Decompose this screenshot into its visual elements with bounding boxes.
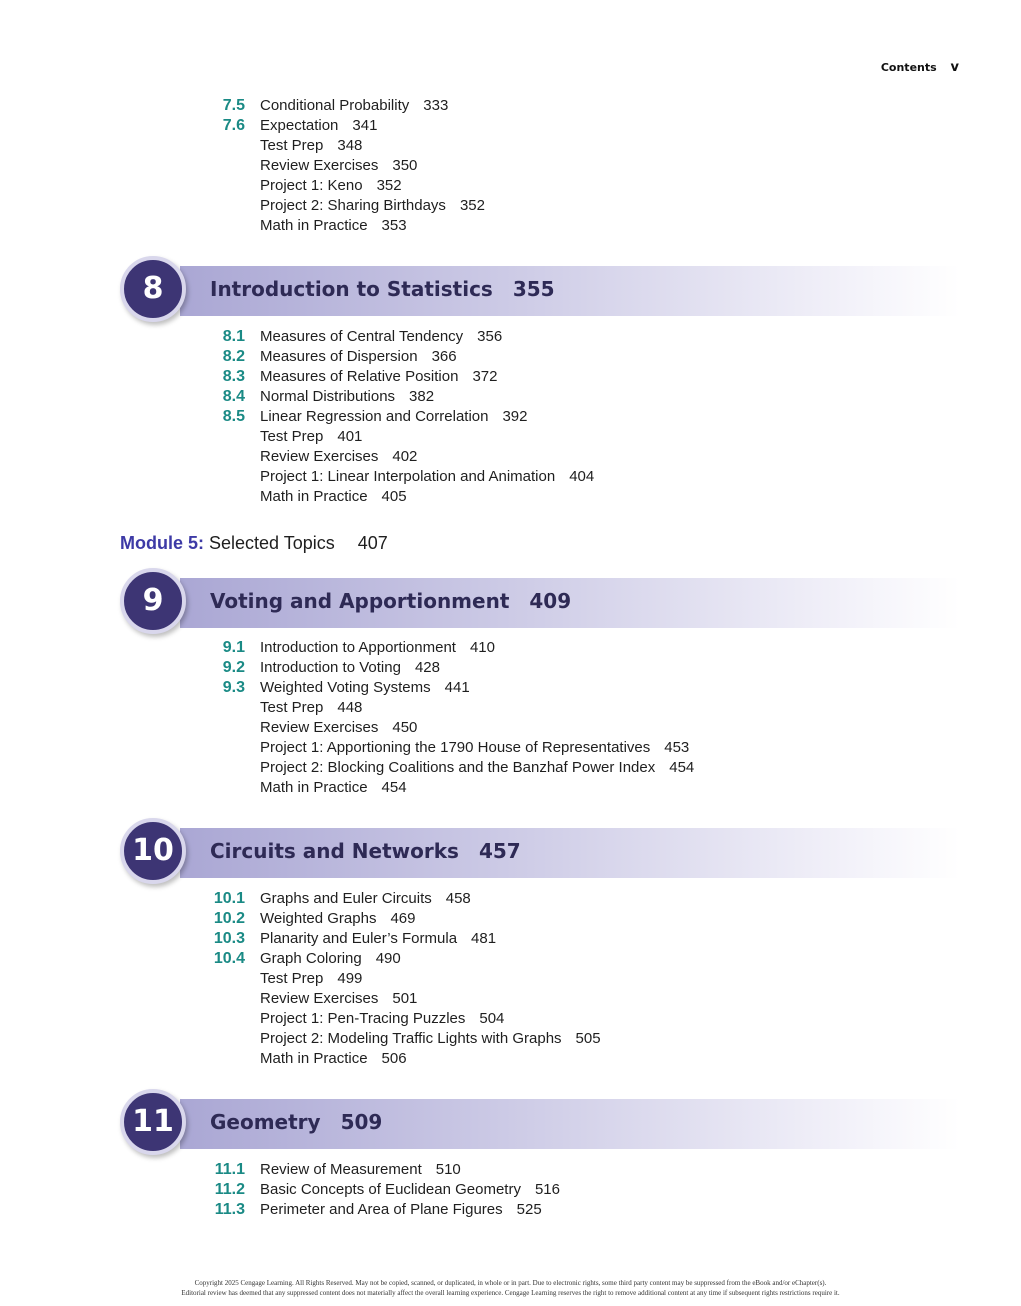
- running-header: [881, 60, 959, 75]
- chapter-title: Circuits and Networks: [210, 839, 459, 863]
- chapter-number-badge: 8: [120, 256, 186, 322]
- entry-title: Expectation: [260, 117, 339, 134]
- footer-line-1: Copyright 2025 Cengage Learning. All Rights Reserved. May not be copied, scanned, or duplicated, in whole or in part. Due to electronic rights, some third party content may be suppressed from the eBook and/or eChapter(s).: [194, 1279, 827, 1287]
- section-number: 10.3: [213, 930, 245, 947]
- entry-page: 501: [392, 990, 418, 1007]
- entry-title: Weighted Voting Systems: [260, 679, 431, 696]
- section-number: 9.3: [222, 679, 245, 696]
- section-number: 8.4: [222, 388, 245, 405]
- entry-text: [260, 427, 362, 447]
- section-number: 8.5: [222, 408, 245, 425]
- chapter-heading[interactable]: [120, 818, 960, 888]
- entry-title: Project 2: Modeling Traffic Lights with Graphs: [260, 1030, 562, 1047]
- entry-page: 348: [337, 137, 363, 154]
- entry-title: Conditional Probability: [260, 97, 410, 114]
- chapter-title-line: [210, 277, 555, 301]
- entry-title: Review Exercises: [260, 157, 379, 174]
- entry-text: [260, 909, 416, 929]
- entry-text: [260, 1029, 601, 1049]
- entry-title: Introduction to Apportionment: [260, 639, 456, 656]
- entry-page: 504: [479, 1010, 505, 1027]
- entry-text: [260, 758, 694, 778]
- section-number: 9.2: [222, 659, 245, 676]
- entry-text: [260, 949, 401, 969]
- entry-text: [260, 969, 362, 989]
- entry-title: Project 1: Keno: [260, 177, 363, 194]
- entry-page: 405: [381, 488, 407, 505]
- entry-title: Test Prep: [260, 970, 324, 987]
- entry-text: [260, 347, 457, 367]
- entry-page: 454: [381, 779, 407, 796]
- chapter-page: 409: [529, 589, 572, 613]
- chapter-page: 457: [478, 839, 521, 863]
- entry-title: Graphs and Euler Circuits: [260, 890, 432, 907]
- entry-title: Basic Concepts of Euclidean Geometry: [260, 1181, 521, 1198]
- module-page: 407: [357, 533, 388, 553]
- chapter-title-line: [210, 839, 521, 863]
- entry-title: Review Exercises: [260, 719, 379, 736]
- chapter-heading[interactable]: [120, 568, 960, 638]
- module-heading[interactable]: [120, 533, 388, 554]
- entry-title: Math in Practice: [260, 779, 368, 796]
- entry-page: 353: [381, 217, 407, 234]
- entry-title: Normal Distributions: [260, 388, 396, 405]
- entry-page: 506: [381, 1050, 407, 1067]
- section-number: 8.3: [222, 368, 245, 385]
- entry-page: 402: [392, 448, 418, 465]
- entry-page: 404: [569, 468, 595, 485]
- section-number: 10.1: [213, 890, 245, 907]
- module-title: Selected Topics: [209, 533, 335, 553]
- entry-title: Project 2: Sharing Birthdays: [260, 197, 446, 214]
- section-number: 7.6: [222, 117, 245, 134]
- entry-title: Project 1: Apportioning the 1790 House of Representatives: [260, 739, 651, 756]
- entry-title: Graph Coloring: [260, 950, 362, 967]
- entry-page: 510: [435, 1161, 461, 1178]
- entry-text: [260, 678, 470, 698]
- entry-page: 453: [664, 739, 690, 756]
- entry-title: Review Exercises: [260, 448, 379, 465]
- entry-page: 441: [444, 679, 470, 696]
- module-label: Module 5:: [120, 533, 204, 553]
- section-number: 10.2: [213, 910, 245, 927]
- entry-text: [260, 1180, 560, 1200]
- entry-page: 450: [392, 719, 418, 736]
- chapter-number-badge: 10: [120, 818, 186, 884]
- entry-text: [260, 718, 417, 738]
- entry-page: 401: [337, 428, 363, 445]
- entry-text: [260, 96, 448, 116]
- section-number: 11.1: [214, 1161, 245, 1178]
- entry-title: Measures of Relative Position: [260, 368, 459, 385]
- entry-page: 458: [445, 890, 471, 907]
- entry-title: Test Prep: [260, 137, 324, 154]
- entry-page: 469: [390, 910, 416, 927]
- entry-text: [260, 658, 440, 678]
- entry-text: [260, 467, 594, 487]
- entry-title: Planarity and Euler’s Formula: [260, 930, 458, 947]
- entry-title: Project 1: Linear Interpolation and Animation: [260, 468, 556, 485]
- entry-text: [260, 136, 362, 156]
- entry-page: 490: [375, 950, 401, 967]
- entry-page: 516: [534, 1181, 560, 1198]
- section-number: 11.3: [214, 1201, 245, 1218]
- entry-page: 410: [469, 639, 495, 656]
- entry-text: [260, 1200, 542, 1220]
- chapter-title: Voting and Apportionment: [210, 589, 510, 613]
- header-page-number: v: [950, 60, 959, 75]
- chapter-heading[interactable]: [120, 1089, 960, 1159]
- entry-page: 448: [337, 699, 363, 716]
- entry-page: 499: [337, 970, 363, 987]
- entry-text: [260, 407, 528, 427]
- chapter-title: Geometry: [210, 1110, 321, 1134]
- entry-title: Math in Practice: [260, 488, 368, 505]
- chapter-page: 355: [512, 277, 555, 301]
- entry-title: Math in Practice: [260, 1050, 368, 1067]
- entry-text: [260, 1009, 504, 1029]
- entry-page: 481: [471, 930, 497, 947]
- chapter-number-badge: 11: [120, 1089, 186, 1155]
- entry-title: Math in Practice: [260, 217, 368, 234]
- entry-text: [260, 327, 502, 347]
- entry-text: [260, 487, 407, 507]
- entry-text: [260, 387, 434, 407]
- entry-title: Introduction to Voting: [260, 659, 401, 676]
- entry-page: 356: [477, 328, 503, 345]
- entry-title: Project 2: Blocking Coalitions and the Banzhaf Power Index: [260, 759, 656, 776]
- entry-text: [260, 176, 402, 196]
- entry-title: Weighted Graphs: [260, 910, 377, 927]
- chapter-heading[interactable]: [120, 256, 960, 326]
- header-label: Contents: [880, 61, 937, 74]
- entry-page: 525: [516, 1201, 542, 1218]
- entry-page: 333: [423, 97, 449, 114]
- entry-text: [260, 989, 417, 1009]
- footer-line-2: Editorial review has deemed that any suppressed content does not materially affect the overall learning experience. Cengage Learning reserves the right to remove additional content at any time if subsequent rights restrictions require it.: [181, 1289, 840, 1297]
- entry-text: [260, 196, 485, 216]
- entry-page: 352: [459, 197, 485, 214]
- section-number: 8.1: [222, 328, 245, 345]
- entry-text: [260, 738, 689, 758]
- entry-text: [260, 638, 495, 658]
- entry-text: [260, 367, 497, 387]
- entry-page: 428: [414, 659, 440, 676]
- entry-text: [260, 698, 362, 718]
- section-number: 7.5: [222, 97, 245, 114]
- entry-page: 350: [392, 157, 418, 174]
- section-number: 8.2: [222, 348, 245, 365]
- entry-title: Test Prep: [260, 428, 324, 445]
- entry-page: 505: [575, 1030, 601, 1047]
- section-number: 9.1: [222, 639, 245, 656]
- entry-page: 352: [376, 177, 402, 194]
- section-number: 10.4: [213, 950, 245, 967]
- entry-title: Measures of Dispersion: [260, 348, 418, 365]
- entry-title: Linear Regression and Correlation: [260, 408, 489, 425]
- entry-text: [260, 889, 471, 909]
- entry-title: Measures of Central Tendency: [260, 328, 464, 345]
- entry-title: Review Exercises: [260, 990, 379, 1007]
- entry-page: 366: [431, 348, 457, 365]
- entry-text: [260, 447, 417, 467]
- entry-text: [260, 929, 496, 949]
- chapter-page: 509: [340, 1110, 383, 1134]
- entry-page: 454: [669, 759, 695, 776]
- chapter-title: Introduction to Statistics: [210, 277, 493, 301]
- entry-text: [260, 778, 407, 798]
- chapter-number-badge: 9: [120, 568, 186, 634]
- entry-text: [260, 1049, 407, 1069]
- entry-text: [260, 116, 377, 136]
- chapter-title-line: [210, 589, 571, 613]
- section-number: 11.2: [214, 1181, 245, 1198]
- entry-text: [260, 216, 407, 236]
- entry-text: [260, 1160, 461, 1180]
- copyright-footer: [0, 1278, 1021, 1298]
- entry-page: 341: [352, 117, 378, 134]
- entry-page: 372: [472, 368, 498, 385]
- entry-title: Perimeter and Area of Plane Figures: [260, 1201, 503, 1218]
- entry-page: 382: [409, 388, 435, 405]
- entry-title: Project 1: Pen-Tracing Puzzles: [260, 1010, 466, 1027]
- chapter-title-line: [210, 1110, 382, 1134]
- entry-page: 392: [502, 408, 528, 425]
- entry-title: Test Prep: [260, 699, 324, 716]
- entry-text: [260, 156, 417, 176]
- entry-title: Review of Measurement: [260, 1161, 422, 1178]
